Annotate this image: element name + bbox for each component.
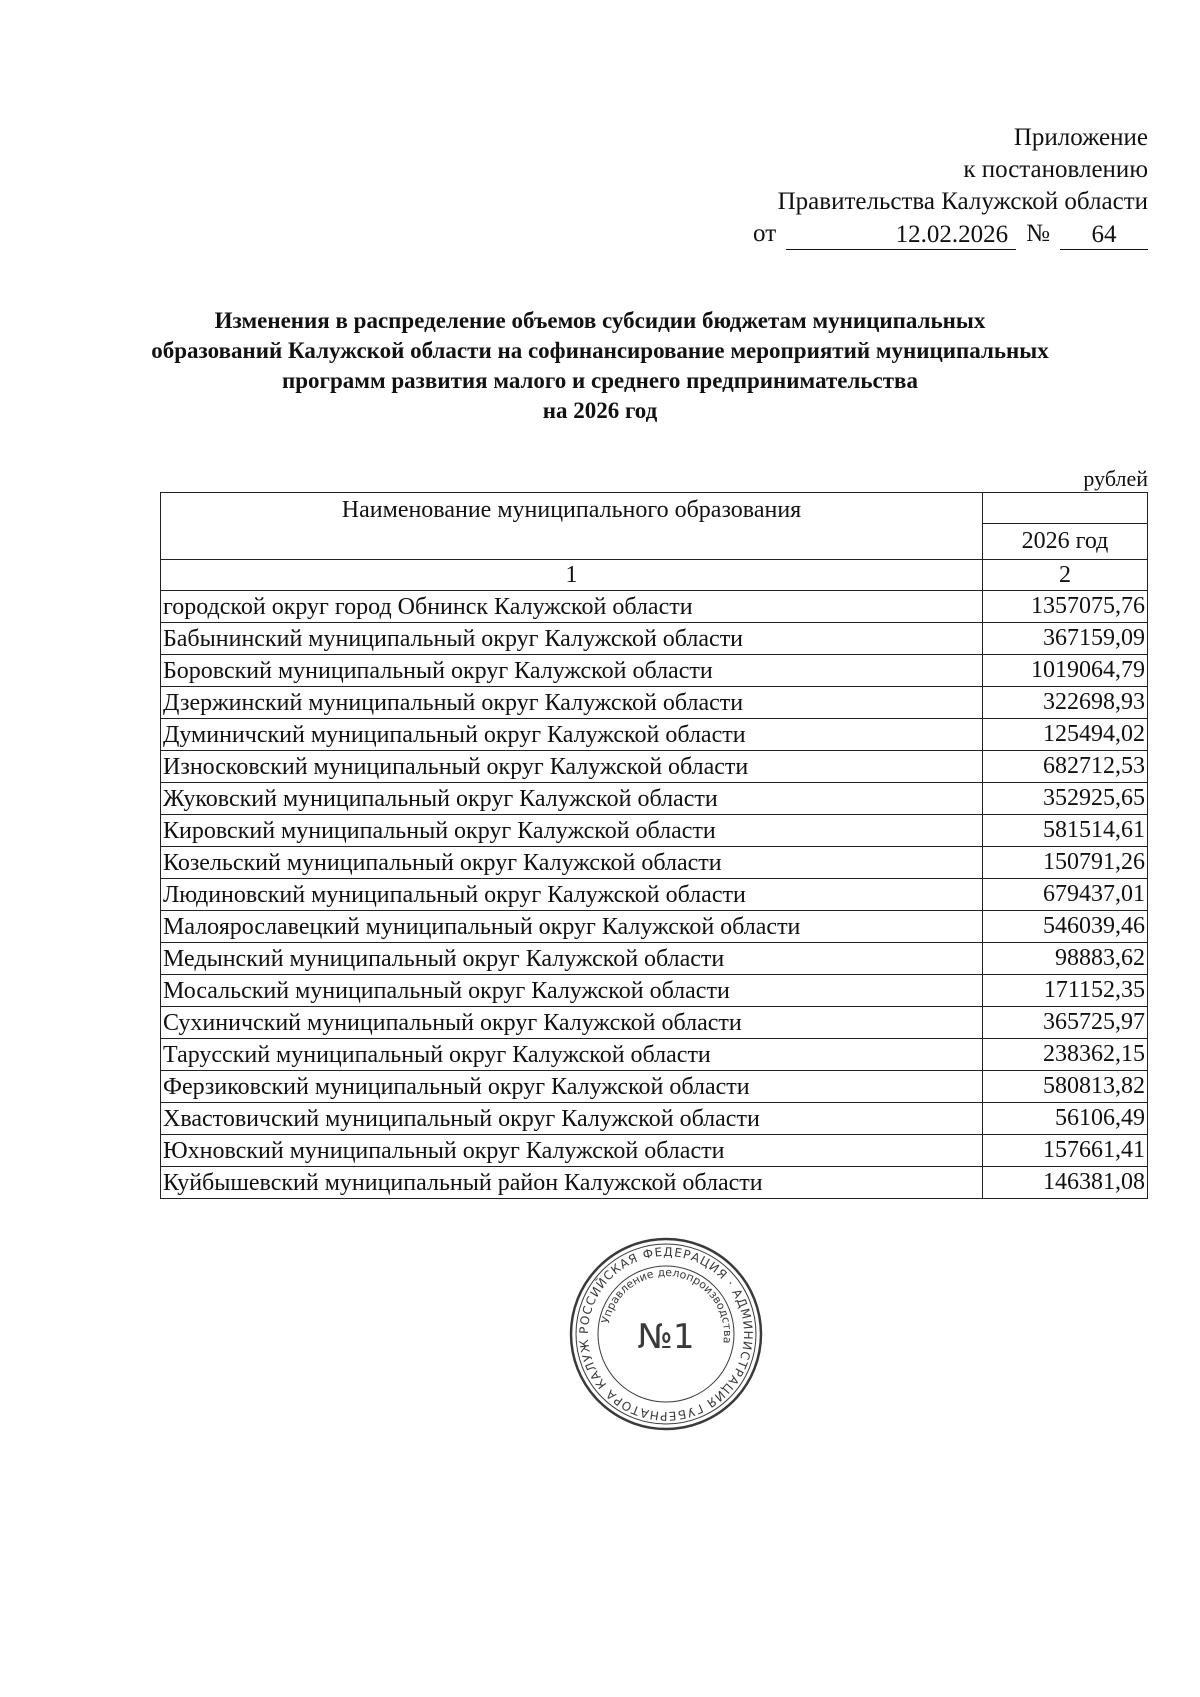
municipality-name: Дзержинский муниципальный округ Калужской области — [161, 687, 983, 719]
municipality-name: Юхновский муниципальный округ Калужской области — [161, 1135, 983, 1167]
title-line-2: образований Калужской области на софинансирование мероприятий муниципальных — [151, 338, 1049, 363]
municipality-name: городской округ город Обнинск Калужской области — [161, 591, 983, 623]
column-header-year: 2026 год — [983, 524, 1148, 560]
seal-graphic — [566, 1234, 766, 1434]
from-label: от — [753, 220, 777, 247]
municipality-name: Сухиничский муниципальный округ Калужской области — [161, 1007, 983, 1039]
appendix-to-resolution: к постановлению — [963, 156, 1148, 183]
table-row — [161, 1007, 1148, 1039]
number-label: № — [1026, 220, 1050, 247]
municipality-name: Куйбышевский муниципальный район Калужской области — [161, 1167, 983, 1199]
municipality-name: Козельский муниципальный округ Калужской области — [161, 847, 983, 879]
municipality-name: Медынский муниципальный округ Калужской области — [161, 943, 983, 975]
order-number: 64 — [1060, 221, 1148, 250]
distribution-table — [160, 492, 1148, 1199]
table-row — [161, 591, 1148, 623]
table-row — [161, 1135, 1148, 1167]
subsidy-amount: 679437,01 — [983, 879, 1148, 911]
municipality-name: Думиничский муниципальный округ Калужской области — [161, 719, 983, 751]
subsidy-amount: 580813,82 — [983, 1071, 1148, 1103]
subsidy-amount: 157661,41 — [983, 1135, 1148, 1167]
appendix-label: Приложение — [1013, 124, 1148, 151]
subsidy-amount: 322698,93 — [983, 687, 1148, 719]
table-row — [161, 1103, 1148, 1135]
subsidy-amount: 150791,26 — [983, 847, 1148, 879]
column-header-year-top — [983, 493, 1148, 524]
table-row — [161, 911, 1148, 943]
units-label: рублей — [1083, 466, 1148, 491]
table-row — [161, 623, 1148, 655]
subsidy-amount: 146381,08 — [983, 1167, 1148, 1199]
subsidy-amount: 546039,46 — [983, 911, 1148, 943]
subsidy-amount: 352925,65 — [983, 783, 1148, 815]
subsidy-amount: 98883,62 — [983, 943, 1148, 975]
table-row — [161, 847, 1148, 879]
subsidy-amount: 367159,09 — [983, 623, 1148, 655]
table-row — [161, 655, 1148, 687]
subsidy-amount: 125494,02 — [983, 719, 1148, 751]
municipality-name: Людиновский муниципальный округ Калужской области — [161, 879, 983, 911]
municipality-name: Боровский муниципальный округ Калужской области — [161, 655, 983, 687]
official-seal — [566, 1234, 766, 1434]
table-row — [161, 975, 1148, 1007]
table-row — [161, 1071, 1148, 1103]
subsidy-amount: 365725,97 — [983, 1007, 1148, 1039]
table-row — [161, 879, 1148, 911]
municipality-name: Мосальский муниципальный округ Калужской области — [161, 975, 983, 1007]
table-row — [161, 1039, 1148, 1071]
seal-inner-text: Управление делопроизводства — [599, 1265, 735, 1345]
subsidy-amount: 581514,61 — [983, 815, 1148, 847]
municipality-name: Ферзиковский муниципальный округ Калужской области — [161, 1071, 983, 1103]
municipality-name: Бабынинский муниципальный округ Калужской области — [161, 623, 983, 655]
title-line-3: программ развития малого и среднего предпринимательства — [282, 368, 918, 393]
subsidy-amount: 682712,53 — [983, 751, 1148, 783]
table-row — [161, 719, 1148, 751]
title-line-1: Изменения в распределение объемов субсидии бюджетам муниципальных — [214, 308, 986, 333]
table-row — [161, 943, 1148, 975]
municipality-name: Износковский муниципальный округ Калужской области — [161, 751, 983, 783]
subsidy-amount: 238362,15 — [983, 1039, 1148, 1071]
document-title — [90, 306, 1110, 426]
subsidy-amount: 171152,35 — [983, 975, 1148, 1007]
column-number-1: 1 — [161, 560, 983, 591]
order-line — [728, 218, 1148, 250]
table-row — [161, 815, 1148, 847]
municipality-name: Хвастовичский муниципальный округ Калужской области — [161, 1103, 983, 1135]
subsidy-amount: 56106,49 — [983, 1103, 1148, 1135]
table-row — [161, 687, 1148, 719]
appendix-header — [728, 122, 1148, 250]
municipality-name: Кировский муниципальный округ Калужской области — [161, 815, 983, 847]
table-row — [161, 751, 1148, 783]
municipality-name: Тарусский муниципальный округ Калужской области — [161, 1039, 983, 1071]
seal-outer-text: РОССИЙСКАЯ ФЕДЕРАЦИЯ · АДМИНИСТРАЦИЯ ГУБЕРНАТОРА КАЛУЖ — [576, 1244, 756, 1424]
municipality-name: Жуковский муниципальный округ Калужской области — [161, 783, 983, 815]
seal-center-number: №1 — [637, 1317, 695, 1357]
subsidy-amount: 1019064,79 — [983, 655, 1148, 687]
column-header-name: Наименование муниципального образования — [161, 493, 983, 560]
column-number-2: 2 — [983, 560, 1148, 591]
subsidy-amount: 1357075,76 — [983, 591, 1148, 623]
municipality-name: Малоярославецкий муниципальный округ Калужской области — [161, 911, 983, 943]
table-row — [161, 783, 1148, 815]
appendix-government: Правительства Калужской области — [777, 188, 1148, 215]
table-row — [161, 1167, 1148, 1199]
title-line-4: на 2026 год — [542, 398, 658, 423]
order-date: 12.02.2026 — [786, 221, 1016, 250]
